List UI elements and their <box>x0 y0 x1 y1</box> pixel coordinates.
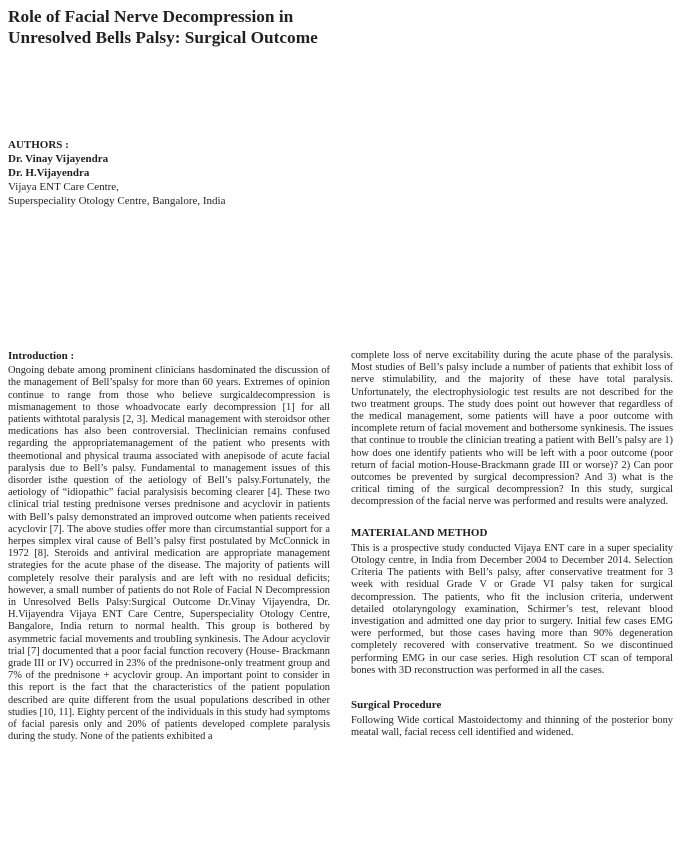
introduction-continuation: complete loss of nerve excitability during the acute phase of the paralysis. Most studies of Bell’s palsy include a number of patients that exhibit loss of nerve stimulability, and the majority of these have total paralysis. Unfortunately, the electrophysiologic test results are not described for the two treatment groups. The study does point out however that regardless of the medical management, some patients will have a poor outcome with incomplete return of facial movement and bothersome synkinesis. The issues that continue to trouble the clinician treating a patient with Bell’s palsy are 1) how does one identify patients who will be left with a poor outcome (poor return of facial motion-House-Brackmann grade III or worse)? 2) Can poor outcomes be prevented by surgical decompression? And 3) what is the critical timing of the surgical decompression? In this study, surgical decompression of the facial nerve was performed and results were analyzed. <box>351 350 673 508</box>
title-line-1: Role of Facial Nerve Decompression in <box>8 7 294 26</box>
author-affiliation: Vijaya ENT Care Centre, <box>8 181 119 193</box>
material-method-heading: MATERIALAND METHOD <box>351 526 488 539</box>
article-title <box>8 6 668 48</box>
author-name: Dr. Vinay Vijayendra <box>8 153 109 165</box>
material-method-body: This is a prospective study conducted Vijaya ENT care in a super speciality Otology centre, in India from December 2004 to December 2014. Selection Criteria The patients with Bell’s palsy, after conservative treatment for 3 week with residual Grade V or Grade VI palsy taken for surgical decompression. The patients, who fit the inclusion criteria, underwent detailed otolaryngology examination, Schirmer’s test, relevant blood investigation and admitted one day prior to surgery. Initial few cases EMG were performed, but those cases having more than 90% degeneration completely recovered with conservative treatment. So we discontinued performing EMG in our case series. High resolution CT scan of temporal bones with 3D reconstruction was performed in all the cases. <box>351 542 673 676</box>
left-column <box>8 350 330 744</box>
right-column <box>351 350 673 740</box>
authors-block <box>8 138 408 208</box>
introduction-body: Ongoing debate among prominent clinicians hasdominated the discussion of the management of Bell’spalsy for more than 60 years. Extremes of opinion continue to range from those who believe surgicaldecompression is mismanagement to those whoadvocate early decompression [1] for all patients withtotal paralysis [2, 3]. Medical management with steroidsor other medications has also been controversial. Theclinician remains confused regarding the appropriatemanagement of the patient who presents with theemotional and physical trauma associated with anepisode of acute facial paralysis due to Bell’s palsy. Fundamental to management issues of this disorder isthe question of the aetiology of Bell’s palsy.Fortunately, the aetiology of “idiopathic” facial paralysisis becoming clearer [4]. These two clinical trial testing prednisone verses prednisone and acyclovir in patients with Bell’s palsy demonstrated an improved outcome when patients received acyclovir [7]. The above studies offer more than circumstantial support for a herpes simplex viral cause of Bell’s palsy first postulated by McConnick in 1972 [8]. Steroids and antiviral medication are appropriate management strategies for the acute phase of the disease. The majority of patients will completely resolve their paralysis and are left with no residual deficits; however, a small number of patients do not Role of Facial N Decompression in Unresolved Bells Palsy:Surgical Outcome Dr.Vinay Vijayendra, Dr. H.Vijayendra Vijaya ENT Care Centre, Superspeciality Otology Centre, Bangalore, India return to normal health. This group is bothered by asymmetric facial movements and troubling synkinesis. The Adour acyclovir trial [7] documented that a poor facial function recovery (House- Brackmann grade III or IV) occurred in 23% of the prednisone-only treatment group and 7% of the prednisone + acyclovir group. An important point to consider in this report is the fact that the characteristics of the patient population described are quite different from the usual populations described in other studies [10, 11]. Eighty percent of the individuals in this study had symptoms of facial paresis only and 20% of patients developed complete paralysis during the study. None of the patients exhibited a <box>8 365 330 743</box>
author-affiliation: Superspeciality Otology Centre, Bangalore, India <box>8 195 226 207</box>
author-name: Dr. H.Vijayendra <box>8 167 90 179</box>
title-line-2: Unresolved Bells Palsy: Surgical Outcome <box>8 28 318 47</box>
surgical-procedure-heading: Surgical Procedure <box>351 699 442 712</box>
authors-label: AUTHORS : <box>8 139 69 151</box>
surgical-procedure-body: Following Wide cortical Mastoidectomy and thinning of the posterior bony meatal wall, facial recess cell identified and widened. <box>351 715 673 739</box>
introduction-heading: Introduction : <box>8 350 75 362</box>
